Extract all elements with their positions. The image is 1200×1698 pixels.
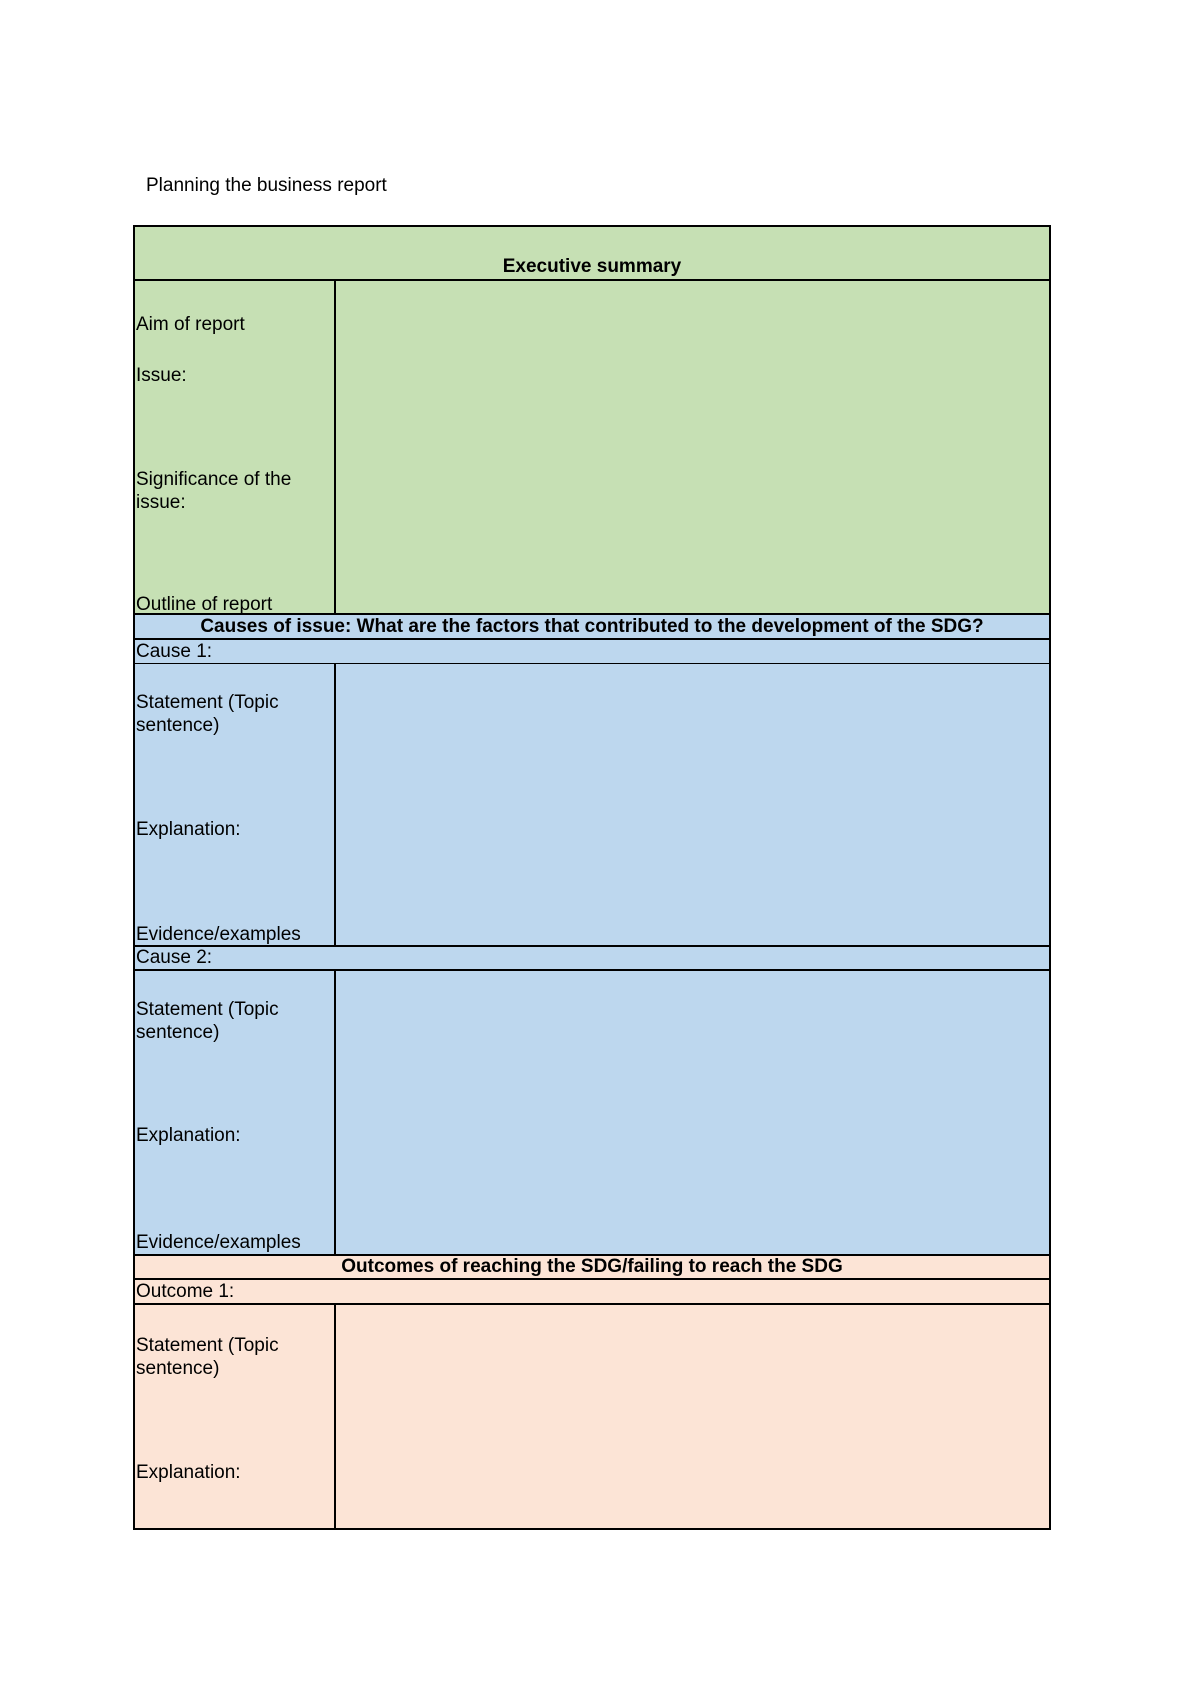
executive-summary-header: [135, 227, 1049, 281]
outcome-1-explanation-label: Explanation:: [136, 1462, 241, 1483]
issue-label: Issue:: [136, 365, 187, 386]
outcome-1-label-cell: [135, 1305, 336, 1528]
cause-1-label-cell: [135, 664, 336, 945]
cause-1-input-cell[interactable]: [336, 664, 1049, 945]
executive-summary-header-text: Executive summary: [502, 256, 682, 277]
executive-summary-label-cell: [135, 281, 336, 613]
cause-2-explanation-label: Explanation:: [136, 1125, 241, 1146]
cause-2-row: [135, 947, 1049, 971]
causes-header: [135, 615, 1049, 640]
cause-1-statement-label: Statement (Topic sentence): [136, 692, 279, 736]
outcome-1-label: Outcome 1:: [136, 1280, 235, 1302]
cause-1-row: [135, 640, 1049, 664]
cause-2-label-cell: [135, 971, 336, 1254]
cause-1-evidence-label: Evidence/examples: [136, 924, 301, 945]
cause-2-evidence-label: Evidence/examples: [136, 1232, 301, 1253]
outcome-1-row: [135, 1280, 1049, 1305]
outcome-1-section: [135, 1305, 1049, 1528]
significance-label: Significance of the issue:: [136, 469, 292, 513]
cause-2-input-cell[interactable]: [336, 971, 1049, 1254]
outcome-1-statement-label: Statement (Topic sentence): [136, 1335, 279, 1379]
document-title: Planning the business report: [146, 175, 387, 196]
aim-of-report-label: Aim of report: [136, 314, 245, 335]
report-planning-table: [133, 225, 1051, 1530]
executive-summary-section: [135, 281, 1049, 615]
cause-1-label: Cause 1:: [136, 640, 213, 662]
causes-header-text: Causes of issue: What are the factors that contributed to the development of the SDG?: [200, 615, 984, 637]
cause-2-statement-label: Statement (Topic sentence): [136, 999, 279, 1043]
cause-2-section: [135, 971, 1049, 1256]
cause-2-label: Cause 2:: [136, 947, 213, 968]
cause-1-explanation-label: Explanation:: [136, 819, 241, 840]
outcomes-header: [135, 1256, 1049, 1280]
cause-1-section: [135, 664, 1049, 947]
outcomes-header-text: Outcomes of reaching the SDG/failing to reach the SDG: [341, 1256, 843, 1277]
outline-of-report-label: Outline of report: [136, 594, 273, 615]
outcome-1-input-cell[interactable]: [336, 1305, 1049, 1528]
executive-summary-input-cell[interactable]: [336, 281, 1049, 613]
